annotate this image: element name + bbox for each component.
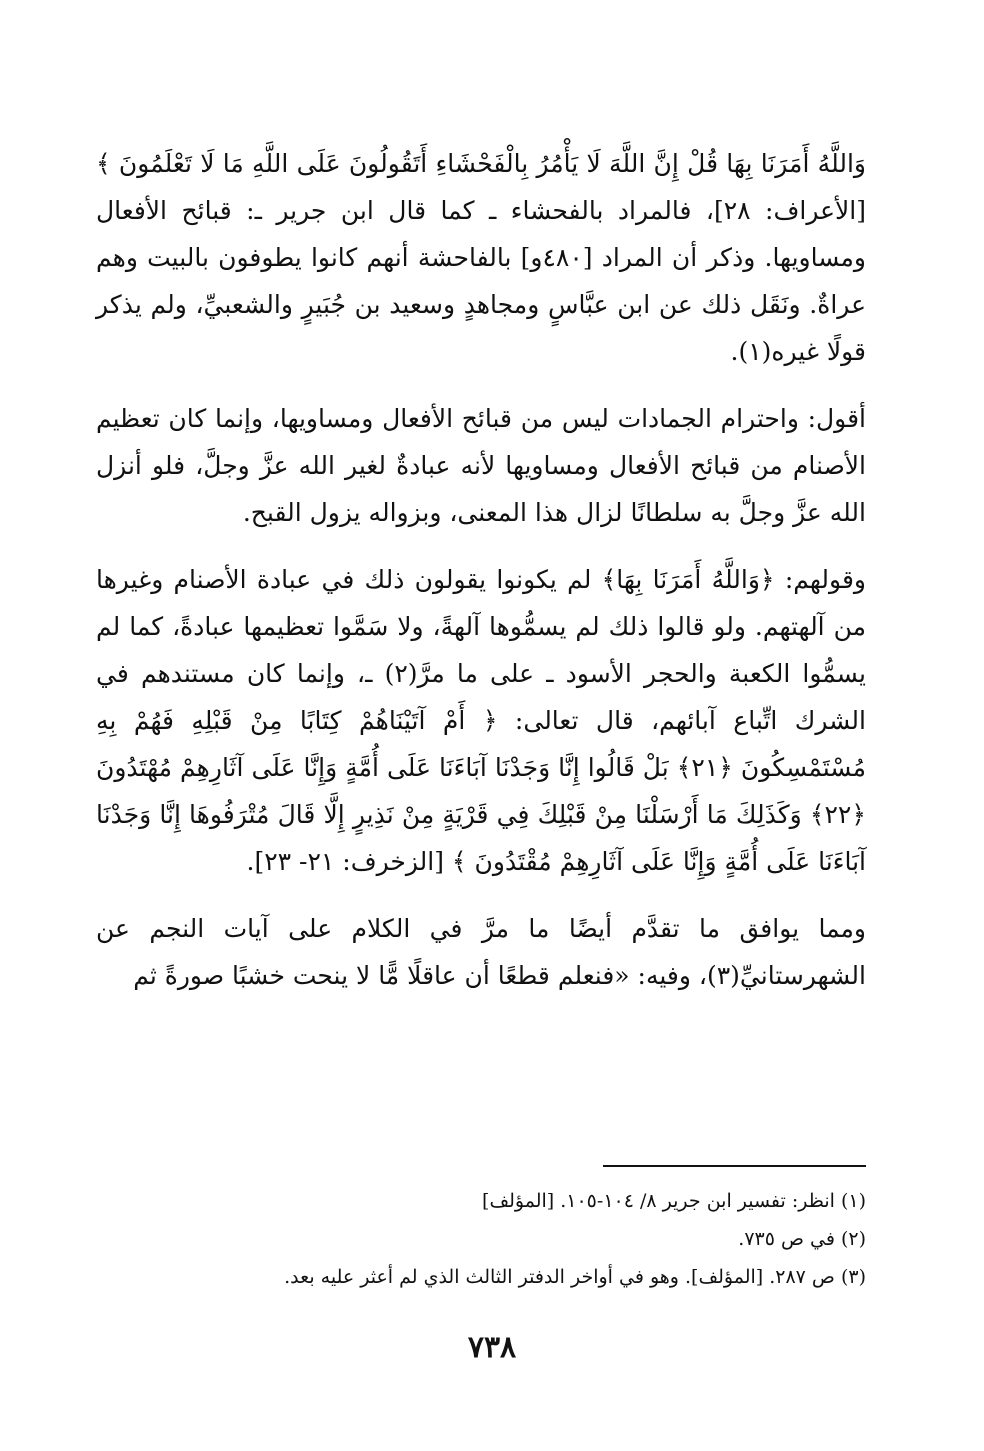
paragraph-2: أقول: واحترام الجمادات ليس من قبائح الأفعال ومساويها، وإنما كان تعظيم الأصنام من قبائح الأفعال ومساويها لأنه عبادةٌ لغير الله عزَّ وجلَّ، فلو أنزل الله عزَّ وجلَّ به سلطانًا لزال هذا المعنى، وبزواله يزول القبح.: [96, 404, 866, 527]
paragraph-gap: [96, 536, 866, 556]
page-number: ٧٣٨: [467, 1330, 517, 1365]
paragraph-gap: [96, 375, 866, 395]
paragraph-1: وَاللَّهُ أَمَرَنَا بِهَا قُلْ إِنَّ اللَّهَ لَا يَأْمُرُ بِالْفَحْشَاءِ أَتَقُولُونَ عَلَى اللَّهِ مَا لَا تَعْلَمُونَ ﴾ [الأعراف: ٢٨]، فالمراد بالفحشاء ـ كما قال ابن جرير ـ: قبائح الأفعال ومساويها. وذكر أن المراد [٤٨٠و] بالفاحشة أنهم كانوا يطوفون بالبيت وهم عراةٌ. ونَقَل ذلك عن ابن عبَّاسٍ ومجاهدٍ وسعيد بن جُبَيرٍ والشعبيِّ، ولم يذكر قولًا غيره(١).: [96, 149, 866, 366]
footnote-2: (٢) في ص ٧٣٥.: [738, 1228, 866, 1250]
paragraph-4: ومما يوافق ما تقدَّم أيضًا ما مرَّ في الكلام على آيات النجم عن الشهرستانيِّ(٣)، وفيه: «فنعلم قطعًا أن عاقلًا مًّا لا ينحت خشبًا صورةً ثم: [96, 914, 866, 990]
paragraph-gap: [96, 885, 866, 905]
footnote-separator: [603, 1165, 866, 1167]
paragraph-3: وقولهم: ﴿وَاللَّهُ أَمَرَنَا بِهَا﴾ لم يكونوا يقولون ذلك في عبادة الأصنام وغيرها من آلهتهم. ولو قالوا ذلك لم يسمُّوها آلهةً، ولا سَمَّوا تعظيمها عبادةً، كما لم يسمُّوا الكعبة والحجر الأسود ـ على ما مرَّ(٢) ـ، وإنما كان مستندهم في الشرك اتِّباع آبائهم، قال تعالى: ﴿ أَمْ آتَيْنَاهُمْ كِتَابًا مِنْ قَبْلِهِ فَهُمْ بِهِ مُسْتَمْسِكُونَ ﴿٢١﴾ بَلْ قَالُوا إِنَّا وَجَدْنَا آبَاءَنَا عَلَى أُمَّةٍ وَإِنَّا عَلَى آثَارِهِمْ مُهْتَدُونَ ﴿٢٢﴾ وَكَذَلِكَ مَا أَرْسَلْنَا مِنْ قَبْلِكَ فِي قَرْيَةٍ مِنْ نَذِيرٍ إِلَّا قَالَ مُتْرَفُوهَا إِنَّا وَجَدْنَا آبَاءَنَا عَلَى أُمَّةٍ وَإِنَّا عَلَى آثَارِهِمْ مُقْتَدُونَ ﴾ [الزخرف: ٢١- ٢٣].: [96, 565, 867, 876]
footnotes: [96, 1182, 866, 1296]
main-text: [96, 140, 866, 999]
footnote-1: (١) انظر: تفسير ابن جرير ٨/ ١٠٤-١٠٥. [المؤلف]: [482, 1190, 866, 1212]
footnote-3: (٣) ص ٢٨٧. [المؤلف]. وهو في أواخر الدفتر الثالث الذي لم أعثر عليه بعد.: [284, 1266, 866, 1288]
